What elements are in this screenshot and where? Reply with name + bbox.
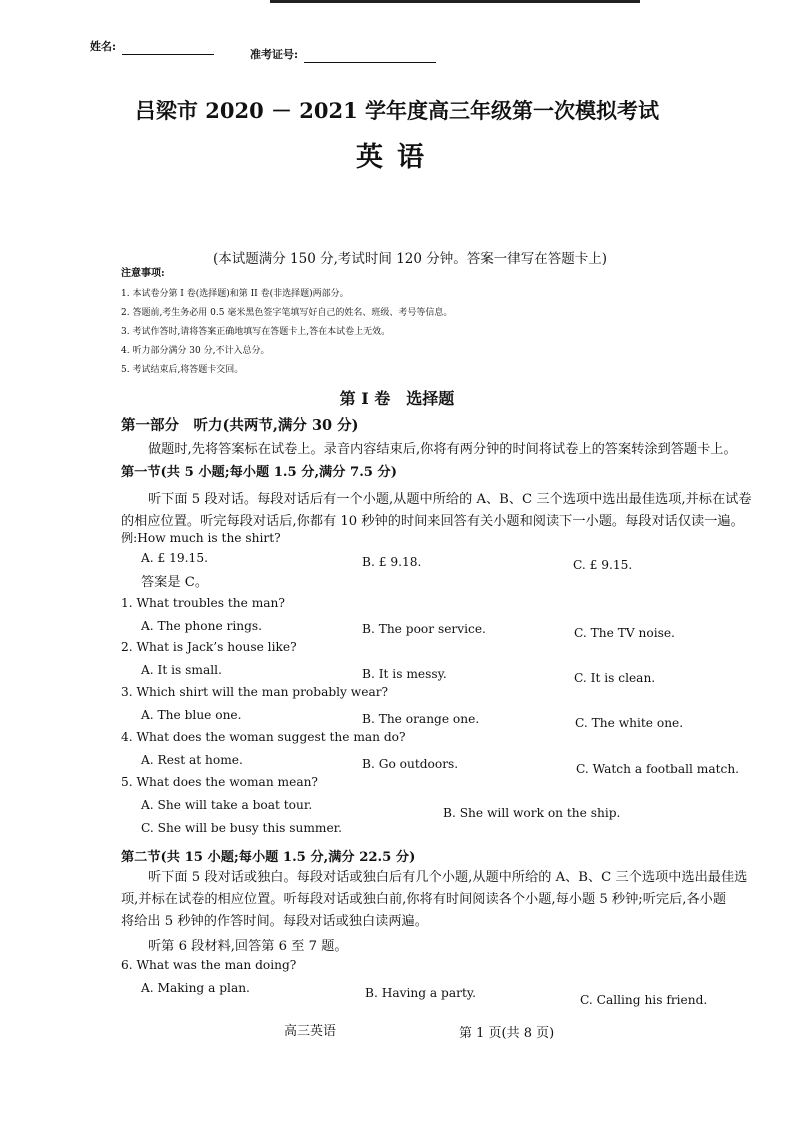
option-a: A. Making a plan. [141, 981, 250, 995]
option-b: B. The poor service. [362, 622, 486, 636]
footer-subject: 高三英语 [284, 1024, 337, 1039]
option-c: C. Watch a football match. [576, 762, 740, 776]
section-a-title: 第一节(共 5 小题;每小题 1.5 分,满分 7.5 分) [121, 465, 397, 480]
example-option-a: A. £ 19.15. [141, 551, 208, 565]
option-a: A. The blue one. [141, 708, 242, 722]
page-number: 第 1 页(共 8 页) [459, 1026, 555, 1041]
question-stem: 3. Which shirt will the man probably wear? [121, 685, 389, 699]
subject-title: 英语 [356, 142, 438, 173]
note-item: 4. 听力部分满分 30 分,不计入总分。 [121, 346, 270, 356]
section-b-instruction: 项,并标在试卷的相应位置。听每段对话或独白前,你将有时间阅读各个小题,每小题 5 秒钟;听完后,各小题 [121, 892, 727, 907]
material-instruction: 听第 6 段材料,回答第 6 至 7 题。 [148, 939, 348, 954]
option-a: A. She will take a boat tour. [141, 798, 313, 812]
option-a: A. The phone rings. [141, 619, 263, 633]
notes-label: 注意事项: [121, 268, 165, 279]
example-option-b: B. £ 9.18. [362, 555, 422, 569]
note-item: 2. 答题前,考生务必用 0.5 毫米黑色签字笔填写好自己的姓名、班级、考号等信息。 [121, 308, 453, 318]
section-b-instruction: 将给出 5 秒钟的作答时间。每段对话或独白读两遍。 [121, 914, 428, 929]
exam-id-field-line [304, 62, 436, 63]
question-stem: 6. What was the man doing? [121, 958, 297, 972]
name-field-line [122, 54, 214, 55]
option-b: B. Go outdoors. [362, 757, 459, 771]
option-c: C. She will be busy this summer. [141, 821, 343, 835]
section-a-instruction: 的相应位置。听完每段对话后,你都有 10 秒钟的时间来回答有关小题和阅读下一小题。每段对话仅读一遍。 [121, 514, 744, 529]
section-b-instruction: 听下面 5 段对话或独白。每段对话或独白后有几个小题,从题中所给的 A、B、C 三个选项中选出最佳选 [148, 870, 748, 885]
question-stem: 2. What is Jack’s house like? [121, 640, 297, 654]
section-title: 第 I 卷 选择题 [339, 389, 455, 408]
top-scan-line [270, 0, 640, 3]
example-answer: 答案是 C。 [141, 575, 209, 590]
option-b: B. It is messy. [362, 667, 447, 681]
example-option-c: C. £ 9.15. [573, 558, 633, 572]
option-b: B. Having a party. [365, 986, 476, 1000]
option-b: B. She will work on the ship. [443, 806, 621, 820]
section-a-instruction: 听下面 5 段对话。每段对话后有一个小题,从题中所给的 A、B、C 三个选项中选出最佳选项,并标在试卷 [148, 492, 752, 507]
option-a: A. Rest at home. [141, 753, 243, 767]
option-c: C. Calling his friend. [580, 993, 708, 1007]
exam-id-label: 准考证号: [250, 48, 299, 61]
name-label: 姓名: [90, 40, 117, 53]
question-stem: 4. What does the woman suggest the man do? [121, 730, 406, 744]
option-a: A. It is small. [141, 663, 222, 677]
exam-title: 吕梁市 2020 － 2021 学年度高三年级第一次模拟考试 [134, 98, 660, 123]
section-b-title: 第二节(共 15 小题;每小题 1.5 分,满分 22.5 分) [121, 850, 416, 865]
example-question: 例:How much is the shirt? [121, 531, 281, 545]
part1-title: 第一部分 听力(共两节,满分 30 分) [121, 417, 359, 434]
option-c: C. The white one. [575, 716, 684, 730]
exam-info: (本试题满分 150 分,考试时间 120 分钟。答案一律写在答题卡上) [213, 251, 608, 267]
question-stem: 1. What troubles the man? [121, 596, 285, 610]
option-b: B. The orange one. [362, 712, 480, 726]
note-item: 1. 本试卷分第 I 卷(选择题)和第 II 卷(非选择题)两部分。 [121, 289, 349, 299]
part1-instruction: 做题时,先将答案标在试卷上。录音内容结束后,你将有两分钟的时间将试卷上的答案转涂到答题卡上。 [148, 442, 737, 457]
note-item: 3. 考试作答时,请将答案正确地填写在答题卡上,答在本试卷上无效。 [121, 327, 391, 337]
option-c: C. The TV noise. [574, 626, 675, 640]
question-stem: 5. What does the woman mean? [121, 775, 318, 789]
option-c: C. It is clean. [574, 671, 656, 685]
note-item: 5. 考试结束后,将答题卡交回。 [121, 365, 244, 375]
